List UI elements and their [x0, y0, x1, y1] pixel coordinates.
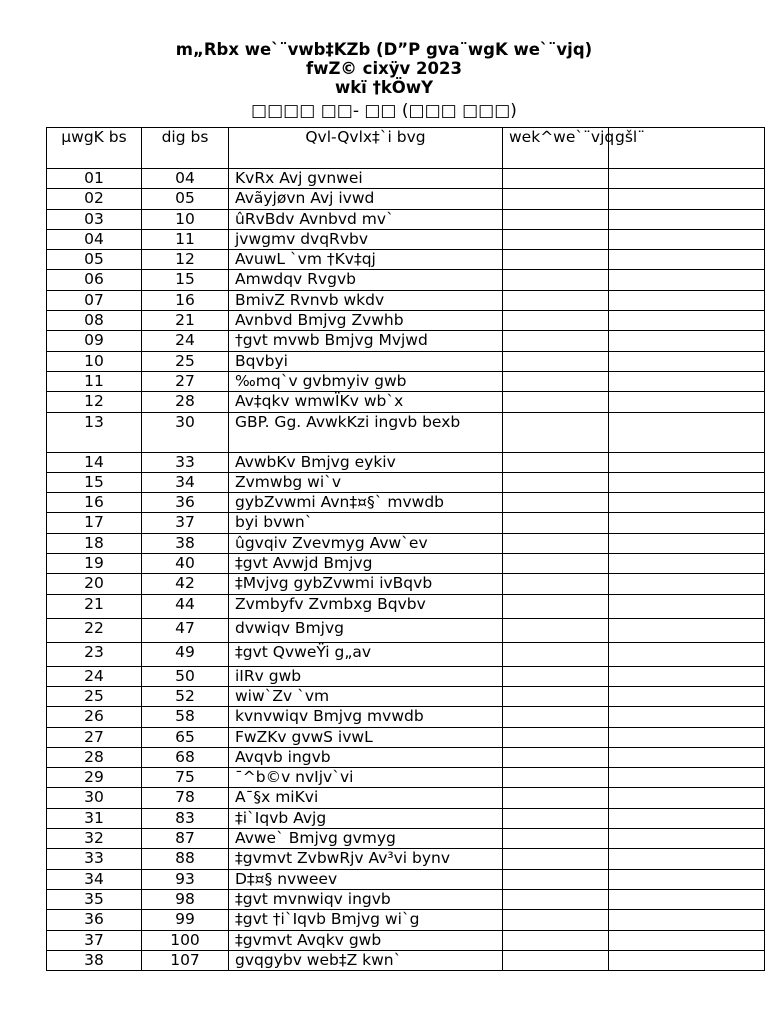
row-university — [503, 351, 609, 371]
table-row — [47, 472, 765, 492]
row-student-name: gvqgybv web‡Z kwn` — [229, 950, 503, 970]
row-roll-number: 58 — [142, 707, 229, 727]
table-row — [47, 412, 765, 452]
row-remarks — [609, 169, 765, 189]
row-serial: 29 — [47, 768, 142, 788]
row-remarks — [609, 412, 765, 452]
row-remarks — [609, 513, 765, 533]
row-roll-number: 28 — [142, 392, 229, 412]
row-remarks — [609, 930, 765, 950]
table-row — [47, 250, 765, 270]
table-row — [47, 594, 765, 618]
row-serial: 05 — [47, 250, 142, 270]
row-student-name: byi bvwn` — [229, 513, 503, 533]
row-remarks — [609, 554, 765, 574]
row-serial: 11 — [47, 371, 142, 391]
row-university — [503, 311, 609, 331]
row-university — [503, 686, 609, 706]
row-university — [503, 270, 609, 290]
row-university — [503, 808, 609, 828]
row-university — [503, 747, 609, 767]
row-student-name: BmivZ Rvnvb wkdv — [229, 290, 503, 310]
row-roll-number: 24 — [142, 331, 229, 351]
row-roll-number: 98 — [142, 889, 229, 909]
row-serial: 26 — [47, 707, 142, 727]
row-serial: 33 — [47, 849, 142, 869]
row-roll-number: 11 — [142, 229, 229, 249]
row-remarks — [609, 829, 765, 849]
row-university — [503, 594, 609, 618]
column-header-name: Qvl-Qvlx‡`i bvg — [229, 128, 503, 169]
row-remarks — [609, 229, 765, 249]
table-row — [47, 829, 765, 849]
row-serial: 27 — [47, 727, 142, 747]
row-remarks — [609, 869, 765, 889]
table-row — [47, 270, 765, 290]
row-university — [503, 642, 609, 666]
row-remarks — [609, 250, 765, 270]
row-roll-number: 12 — [142, 250, 229, 270]
row-student-name: Avnbvd Bmjvg Zvwhb — [229, 311, 503, 331]
row-student-name: Avãyjøvn Avj ivwd — [229, 189, 503, 209]
table-row — [47, 554, 765, 574]
row-student-name: D‡¤§ nvweev — [229, 869, 503, 889]
row-serial: 34 — [47, 869, 142, 889]
row-remarks — [609, 270, 765, 290]
row-remarks — [609, 788, 765, 808]
table-row — [47, 727, 765, 747]
row-university — [503, 392, 609, 412]
row-roll-number: 100 — [142, 930, 229, 950]
row-student-name: Amwdqv Rvgvb — [229, 270, 503, 290]
row-university — [503, 452, 609, 472]
row-roll-number: 05 — [142, 189, 229, 209]
row-roll-number: 107 — [142, 950, 229, 970]
row-university — [503, 554, 609, 574]
table-row — [47, 768, 765, 788]
row-remarks — [609, 642, 765, 666]
row-serial: 35 — [47, 889, 142, 909]
class-name: wkï †kÖwY — [334, 78, 434, 97]
row-university — [503, 889, 609, 909]
row-roll-number: 37 — [142, 513, 229, 533]
table-row — [47, 452, 765, 472]
row-student-name: ‡gvt Avwjd Bmjvg — [229, 554, 503, 574]
row-serial: 38 — [47, 950, 142, 970]
table-row — [47, 930, 765, 950]
row-roll-number: 21 — [142, 311, 229, 331]
table-row — [47, 493, 765, 513]
row-serial: 13 — [47, 412, 142, 452]
row-serial: 08 — [47, 311, 142, 331]
row-remarks — [609, 533, 765, 553]
row-university — [503, 707, 609, 727]
row-university — [503, 788, 609, 808]
row-roll-number: 99 — [142, 910, 229, 930]
row-serial: 36 — [47, 910, 142, 930]
row-serial: 07 — [47, 290, 142, 310]
row-student-name: ‡i`Iqvb Avjg — [229, 808, 503, 828]
row-serial: 30 — [47, 788, 142, 808]
row-serial: 19 — [47, 554, 142, 574]
row-roll-number: 27 — [142, 371, 229, 391]
row-roll-number: 04 — [142, 169, 229, 189]
table-row — [47, 666, 765, 686]
table-row — [47, 392, 765, 412]
table-row — [47, 788, 765, 808]
table-row — [47, 707, 765, 727]
row-university — [503, 829, 609, 849]
table-row — [47, 229, 765, 249]
table-row — [47, 808, 765, 828]
table-row — [47, 311, 765, 331]
row-university — [503, 618, 609, 642]
table-row — [47, 533, 765, 553]
row-remarks — [609, 392, 765, 412]
column-header-remarks: gšl¨ — [609, 128, 765, 169]
row-university — [503, 209, 609, 229]
row-student-name: jvwgmv dvqRvbv — [229, 229, 503, 249]
table-header-row — [47, 128, 765, 169]
row-roll-number: 10 — [142, 209, 229, 229]
student-roster-table — [46, 127, 765, 971]
table-row — [47, 869, 765, 889]
row-university — [503, 169, 609, 189]
row-university — [503, 493, 609, 513]
row-serial: 20 — [47, 574, 142, 594]
table-body — [47, 169, 765, 971]
row-roll-number: 93 — [142, 869, 229, 889]
table-row — [47, 351, 765, 371]
row-serial: 12 — [47, 392, 142, 412]
row-student-name: AvwbKv Bmjvg eykiv — [229, 452, 503, 472]
row-serial: 02 — [47, 189, 142, 209]
row-university — [503, 412, 609, 452]
row-university — [503, 768, 609, 788]
row-student-name: iIRv gwb — [229, 666, 503, 686]
row-remarks — [609, 910, 765, 930]
row-remarks — [609, 331, 765, 351]
row-roll-number: 75 — [142, 768, 229, 788]
table-row — [47, 209, 765, 229]
row-student-name: Zvmwbg wi`v — [229, 472, 503, 492]
column-header-university: wek^we`¨vjq — [503, 128, 609, 169]
row-student-name: ‡gvmvt ZvbwRjv Av³vi bynv — [229, 849, 503, 869]
table-row — [47, 574, 765, 594]
row-university — [503, 666, 609, 686]
row-student-name: gybZvwmi Avn‡¤§` mvwdb — [229, 493, 503, 513]
table-row — [47, 331, 765, 351]
row-student-name: ‡gvmvt Avqkv gwb — [229, 930, 503, 950]
row-university — [503, 869, 609, 889]
table-row — [47, 169, 765, 189]
row-serial: 32 — [47, 829, 142, 849]
row-roll-number: 33 — [142, 452, 229, 472]
row-remarks — [609, 889, 765, 909]
row-serial: 28 — [47, 747, 142, 767]
row-student-name: Av‡qkv wmwÏKv wb`x — [229, 392, 503, 412]
row-student-name: ¯^b©v nvIjv`vi — [229, 768, 503, 788]
row-student-name: GBP. Gg. AvwkKzi ingvb bexb — [229, 412, 503, 452]
table-row — [47, 950, 765, 970]
table-row — [47, 290, 765, 310]
row-roll-number: 65 — [142, 727, 229, 747]
row-roll-number: 87 — [142, 829, 229, 849]
table-row — [47, 747, 765, 767]
row-roll-number: 15 — [142, 270, 229, 290]
row-remarks — [609, 472, 765, 492]
row-remarks — [609, 311, 765, 331]
row-roll-number: 88 — [142, 849, 229, 869]
column-header-roll: dig bs — [142, 128, 229, 169]
row-serial: 18 — [47, 533, 142, 553]
row-student-name: Bqvbyi — [229, 351, 503, 371]
row-remarks — [609, 707, 765, 727]
table-row — [47, 642, 765, 666]
table-row — [47, 849, 765, 869]
row-student-name: A¯§x miKvi — [229, 788, 503, 808]
row-serial: 23 — [47, 642, 142, 666]
row-serial: 21 — [47, 594, 142, 618]
row-university — [503, 930, 609, 950]
table-row — [47, 189, 765, 209]
row-serial: 10 — [47, 351, 142, 371]
row-roll-number: 78 — [142, 788, 229, 808]
row-university — [503, 189, 609, 209]
row-university — [503, 250, 609, 270]
row-serial: 16 — [47, 493, 142, 513]
row-remarks — [609, 209, 765, 229]
row-remarks — [609, 950, 765, 970]
row-student-name: †gvt mvwb Bmjvg Mvjwd — [229, 331, 503, 351]
row-serial: 37 — [47, 930, 142, 950]
row-roll-number: 49 — [142, 642, 229, 666]
row-student-name: Avwe` Bmjvg gvmyg — [229, 829, 503, 849]
column-header-serial: µwgK bs — [47, 128, 142, 169]
row-serial: 09 — [47, 331, 142, 351]
row-university — [503, 950, 609, 970]
row-remarks — [609, 351, 765, 371]
row-university — [503, 513, 609, 533]
row-student-name: ‡gvt QvweŸi g„av — [229, 642, 503, 666]
row-serial: 24 — [47, 666, 142, 686]
subtitle-line: □□□□ □□- □□ (□□□ □□□) — [251, 101, 517, 121]
row-serial: 15 — [47, 472, 142, 492]
row-roll-number: 44 — [142, 594, 229, 618]
row-university — [503, 290, 609, 310]
row-student-name: ‡gvt mvnwiqv ingvb — [229, 889, 503, 909]
row-serial: 25 — [47, 686, 142, 706]
row-university — [503, 727, 609, 747]
row-student-name: ‰mq`v gvbmyiv gwb — [229, 371, 503, 391]
row-remarks — [609, 574, 765, 594]
row-roll-number: 50 — [142, 666, 229, 686]
row-remarks — [609, 594, 765, 618]
row-student-name: AvuwL `vm †Kv‡qj — [229, 250, 503, 270]
table-row — [47, 513, 765, 533]
exam-title: fwZ© cixÿv 2023 — [306, 59, 462, 78]
row-university — [503, 849, 609, 869]
row-student-name: ûRvBdv Avnbvd mv` — [229, 209, 503, 229]
row-remarks — [609, 189, 765, 209]
row-roll-number: 16 — [142, 290, 229, 310]
row-roll-number: 36 — [142, 493, 229, 513]
row-university — [503, 229, 609, 249]
table-row — [47, 371, 765, 391]
row-serial: 06 — [47, 270, 142, 290]
row-roll-number: 47 — [142, 618, 229, 642]
table-row — [47, 686, 765, 706]
row-remarks — [609, 808, 765, 828]
row-student-name: ûgvqiv Zvevmyg Avw`ev — [229, 533, 503, 553]
table-row — [47, 910, 765, 930]
row-student-name: dvwiqv Bmjvg — [229, 618, 503, 642]
row-roll-number: 83 — [142, 808, 229, 828]
row-roll-number: 25 — [142, 351, 229, 371]
row-remarks — [609, 493, 765, 513]
row-remarks — [609, 768, 765, 788]
row-remarks — [609, 747, 765, 767]
row-remarks — [609, 452, 765, 472]
row-university — [503, 331, 609, 351]
row-serial: 17 — [47, 513, 142, 533]
row-student-name: KvRx Avj gvnwei — [229, 169, 503, 189]
row-serial: 03 — [47, 209, 142, 229]
row-university — [503, 910, 609, 930]
row-university — [503, 371, 609, 391]
row-remarks — [609, 666, 765, 686]
row-student-name: wiw`Zv `vm — [229, 686, 503, 706]
row-student-name: kvnvwiqv Bmjvg mvwdb — [229, 707, 503, 727]
row-student-name: Zvmbyfv Zvmbxg Bqvbv — [229, 594, 503, 618]
row-remarks — [609, 849, 765, 869]
table-row — [47, 618, 765, 642]
row-university — [503, 472, 609, 492]
row-student-name: FwZKv gvwS ivwL — [229, 727, 503, 747]
row-roll-number: 40 — [142, 554, 229, 574]
school-name: m„Rbx we`¨vwb‡KZb (D”P gva¨wgK we`¨vjq) — [175, 40, 593, 59]
row-serial: 14 — [47, 452, 142, 472]
row-student-name: ‡Mvjvg gybZvwmi ivBqvb — [229, 574, 503, 594]
row-serial: 31 — [47, 808, 142, 828]
row-roll-number: 52 — [142, 686, 229, 706]
row-remarks — [609, 618, 765, 642]
row-university — [503, 574, 609, 594]
row-roll-number: 34 — [142, 472, 229, 492]
row-serial: 22 — [47, 618, 142, 642]
row-roll-number: 42 — [142, 574, 229, 594]
row-student-name: Avqvb ingvb — [229, 747, 503, 767]
row-serial: 01 — [47, 169, 142, 189]
row-remarks — [609, 371, 765, 391]
row-remarks — [609, 290, 765, 310]
row-university — [503, 533, 609, 553]
row-roll-number: 30 — [142, 412, 229, 452]
row-remarks — [609, 686, 765, 706]
document-header — [0, 40, 768, 122]
table-row — [47, 889, 765, 909]
row-roll-number: 68 — [142, 747, 229, 767]
row-student-name: ‡gvt †i`Iqvb Bmjvg wi`g — [229, 910, 503, 930]
row-serial: 04 — [47, 229, 142, 249]
row-roll-number: 38 — [142, 533, 229, 553]
row-remarks — [609, 727, 765, 747]
